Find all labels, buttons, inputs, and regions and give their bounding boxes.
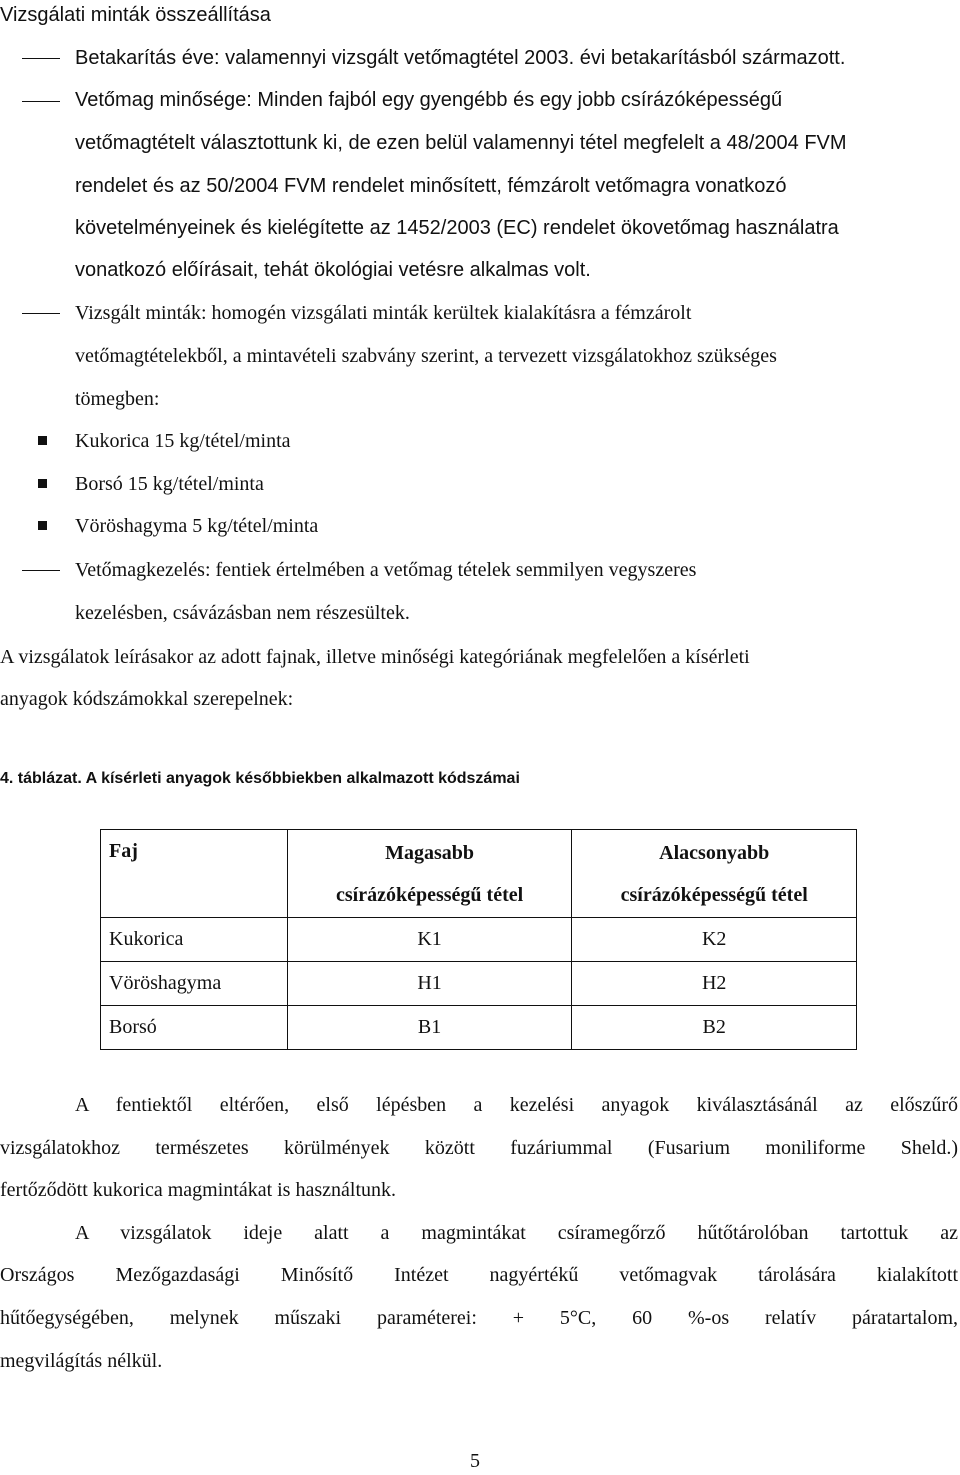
quality-line: Vetőmag minősége: Minden fajból egy gyengébb és egy jobb csírázóképességű [75, 89, 783, 111]
header-higher-line1: Magasabb [385, 841, 475, 864]
quality-line: vetőmagtételt választottunk ki, de ezen belül valamennyi tétel megfelelt a 48/2004 FVM [75, 132, 847, 154]
code-cell: K1 [287, 918, 572, 962]
paragraph-line: hűtőegységében, melynek műszaki paraméterei: + 5°C, 60 %-os relatív páratartalom, [0, 1307, 958, 1329]
header-higher-line2: csírázóképességű tétel [336, 883, 524, 906]
header-higher [287, 830, 572, 918]
quality-line: követelményeinek és kielégítette az 1452/2003 (EC) rendelet ökovetőmag használatra [75, 217, 839, 239]
header-species: Faj [101, 830, 288, 918]
dash-marker [22, 101, 60, 102]
square-bullet-icon [38, 521, 47, 530]
species-cell: Borsó [101, 1006, 288, 1050]
section-heading: Vizsgálati minták összeállítása [0, 4, 271, 26]
species-cell: Kukorica [101, 918, 288, 962]
table-header-row [101, 830, 857, 918]
code-cell: H1 [287, 962, 572, 1006]
header-lower [572, 830, 857, 918]
header-lower-line1: Alacsonyabb [659, 841, 770, 864]
square-bullet-icon [38, 436, 47, 445]
code-cell: K2 [572, 918, 857, 962]
samples-line: tömegben: [75, 388, 160, 410]
treatment-line: kezelésben, csávázásban nem részesültek. [75, 602, 410, 624]
species-cell: Vöröshagyma [101, 962, 288, 1006]
code-cell: B2 [572, 1006, 857, 1050]
dash-marker [22, 58, 60, 59]
paragraph-line: Országos Mezőgazdasági Minősítő Intézet nagyértékű vetőmagvak tárolására kialakított [0, 1264, 958, 1286]
intro-line: anyagok kódszámokkal szerepelnek: [0, 688, 294, 710]
paragraph-line: fertőződött kukorica magmintákat is használtunk. [0, 1179, 396, 1201]
paragraph-line: vizsgálatokhoz természetes körülmények között fuzáriummal (Fusarium moniliforme Sheld.) [0, 1137, 958, 1159]
codes-table [100, 829, 857, 1050]
samples-line: vetőmagtételekből, a mintavételi szabvány szerint, a tervezett vizsgálatokhoz szükséges [75, 345, 777, 367]
treatment-line: Vetőmagkezelés: fentiek értelmében a vetőmag tételek semmilyen vegyszeres [75, 559, 697, 581]
paragraph-line: megvilágítás nélkül. [0, 1350, 163, 1372]
paragraph-line: A vizsgálatok ideje alatt a magmintákat csíramegőrző hűtőtárolóban tartottuk az [75, 1222, 958, 1244]
code-cell: H2 [572, 962, 857, 1006]
table-row [101, 962, 857, 1006]
page-number: 5 [470, 1450, 480, 1472]
intro-line: A vizsgálatok leírásakor az adott fajnak, illetve minőségi kategóriának megfelelően a kísérleti [0, 646, 750, 668]
table-row [101, 918, 857, 962]
table-caption: 4. táblázat. A kísérleti anyagok későbbiekben alkalmazott kódszámai [0, 770, 520, 787]
sample-bullet: Borsó 15 kg/tétel/minta [75, 473, 264, 495]
dash-marker [22, 313, 60, 314]
header-lower-line2: csírázóképességű tétel [620, 883, 808, 906]
quality-line: rendelet és az 50/2004 FVM rendelet minősített, fémzárolt vetőmagra vonatkozó [75, 175, 787, 197]
samples-line: Vizsgált minták: homogén vizsgálati minták kerültek kialakításra a fémzárolt [75, 302, 692, 324]
dash-marker [22, 570, 60, 571]
code-cell: B1 [287, 1006, 572, 1050]
quality-line: vonatkozó előírásait, tehát ökológiai vetésre alkalmas volt. [75, 259, 591, 281]
sample-bullet: Kukorica 15 kg/tétel/minta [75, 430, 291, 452]
harvest-item: Betakarítás éve: valamennyi vizsgált vetőmagtétel 2003. évi betakarításból származott. [75, 47, 846, 69]
table-row [101, 1006, 857, 1050]
sample-bullet: Vöröshagyma 5 kg/tétel/minta [75, 515, 319, 537]
square-bullet-icon [38, 479, 47, 488]
paragraph-line: A fentiektől eltérően, első lépésben a kezelési anyagok kiválasztásánál az előszűrő [75, 1094, 958, 1116]
